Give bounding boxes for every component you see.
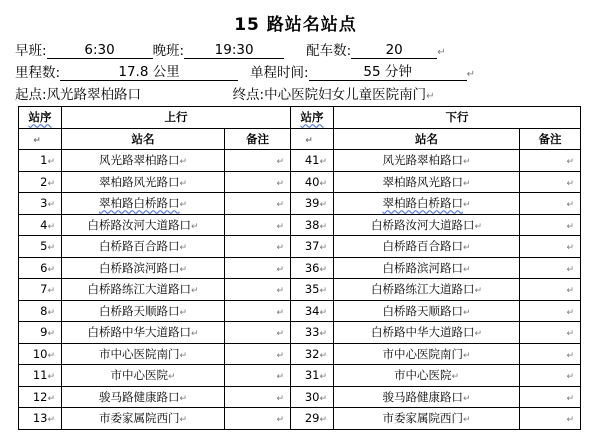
station-seq-up: 13↵ xyxy=(19,408,62,430)
table-subheader-row xyxy=(19,128,581,150)
station-name-down: 骏马路健康路口↵ xyxy=(334,386,520,408)
station-seq-down: 40↵ xyxy=(291,171,334,193)
paragraph-mark: ↵ xyxy=(47,307,55,318)
station-name-down: 白桥路汝河大道路口↵ xyxy=(334,214,520,236)
header-down: 下行 xyxy=(334,107,581,129)
station-seq-down: 38↵ xyxy=(291,214,334,236)
paragraph-mark: ↵ xyxy=(47,221,55,232)
station-remark-down xyxy=(520,279,581,301)
paragraph-mark: ↵ xyxy=(462,350,471,361)
early-shift-value: 6:30 xyxy=(47,42,153,59)
header-seq-down: 站序 xyxy=(291,107,334,129)
station-name-down: 白桥路练江大道路口↵ xyxy=(334,279,520,301)
station-name-up: 市委家属院西门↵ xyxy=(62,408,225,430)
station-remark-up xyxy=(225,193,291,215)
paragraph-mark: ↵ xyxy=(319,221,327,232)
station-name-down: 白桥路滨河路口↵ xyxy=(334,257,520,279)
station-name-up: 翠柏路风光路口↵ xyxy=(62,171,225,193)
paragraph-mark: ↵ xyxy=(276,372,284,383)
paragraph-mark: ↵ xyxy=(276,264,284,275)
station-seq-down: 37↵ xyxy=(291,236,334,258)
paragraph-mark: ↵ xyxy=(47,329,55,340)
paragraph-mark: ↵ xyxy=(276,393,284,404)
station-name-up: 白桥路滨河路口↵ xyxy=(62,257,225,279)
paragraph-mark: ↵ xyxy=(319,307,327,318)
paragraph-mark: ↵ xyxy=(167,372,176,383)
station-remark-down xyxy=(520,236,581,258)
paragraph-mark: ↵ xyxy=(319,264,327,275)
table-row xyxy=(19,343,581,365)
station-remark-down xyxy=(520,171,581,193)
schedule-line xyxy=(15,42,446,60)
station-name-down: 风光路翠柏路口↵ xyxy=(334,150,520,172)
paragraph-mark: ↵ xyxy=(47,350,55,361)
station-seq-down: 36↵ xyxy=(291,257,334,279)
station-seq-up: 4↵ xyxy=(19,214,62,236)
station-remark-up xyxy=(225,171,291,193)
paragraph-mark: ↵ xyxy=(47,415,55,426)
station-name-up: 翠柏路白桥路口↵ xyxy=(62,193,225,215)
table-row xyxy=(19,386,581,408)
mileage-label: 里程数: xyxy=(15,65,61,81)
station-seq-up: 11↵ xyxy=(19,365,62,387)
header-name-up: 站名 xyxy=(62,128,225,150)
paragraph-mark: ↵ xyxy=(462,200,471,211)
paragraph-mark: ↵ xyxy=(47,264,55,275)
station-seq-up: 10↵ xyxy=(19,343,62,365)
document-title: 15 路站名站点 xyxy=(234,15,357,35)
station-remark-down xyxy=(520,322,581,344)
table-row xyxy=(19,214,581,236)
station-name-up: 骏马路健康路口↵ xyxy=(62,386,225,408)
paragraph-mark: ↵ xyxy=(47,243,55,254)
station-seq-down: 30↵ xyxy=(291,386,334,408)
paragraph-mark: ↵ xyxy=(179,393,188,404)
paragraph-mark: ↵ xyxy=(276,243,284,254)
paragraph-mark: ↵ xyxy=(566,393,574,404)
paragraph-mark: ↵ xyxy=(466,69,476,80)
station-seq-up: 2↵ xyxy=(19,171,62,193)
station-name-up: 白桥路天顺路口↵ xyxy=(62,300,225,322)
station-remark-down xyxy=(520,300,581,322)
station-seq-down: 31↵ xyxy=(291,365,334,387)
table-row xyxy=(19,279,581,301)
station-remark-down xyxy=(520,150,581,172)
paragraph-mark: ↵ xyxy=(566,307,574,318)
paragraph-mark: ↵ xyxy=(276,157,284,168)
station-seq-down: 39↵ xyxy=(291,193,334,215)
paragraph-mark: ↵ xyxy=(462,307,471,318)
paragraph-mark: ↵ xyxy=(47,157,55,168)
header-seq-up: 站序 xyxy=(19,107,62,129)
station-remark-up xyxy=(225,300,291,322)
paragraph-mark: ↵ xyxy=(190,286,199,297)
station-name-down: 市中心医院↵ xyxy=(334,365,520,387)
paragraph-mark: ↵ xyxy=(276,350,284,361)
station-seq-down: 35↵ xyxy=(291,279,334,301)
station-remark-down xyxy=(520,365,581,387)
header-remark-down: 备注 xyxy=(520,128,581,150)
paragraph-mark: ↵ xyxy=(462,264,471,275)
paragraph-mark: ↵ xyxy=(566,200,574,211)
paragraph-mark: ↵ xyxy=(47,393,55,404)
vehicle-count-value: 20 xyxy=(351,42,437,59)
station-name-up: 市中心医院南门↵ xyxy=(62,343,225,365)
station-seq-up: 8↵ xyxy=(19,300,62,322)
table-header-row xyxy=(19,107,581,129)
paragraph-mark: ↵ xyxy=(179,200,188,211)
table-row xyxy=(19,408,581,430)
paragraph-mark: ↵ xyxy=(47,200,55,211)
table-row xyxy=(19,236,581,258)
paragraph-mark: ↵ xyxy=(319,350,327,361)
paragraph-mark: ↵ xyxy=(462,243,471,254)
station-name-down: 市委家属院西门↵ xyxy=(334,408,520,430)
early-shift-label: 早班: xyxy=(15,43,47,59)
paragraph-mark: ↵ xyxy=(474,329,483,340)
paragraph-mark: ↵ xyxy=(276,307,284,318)
paragraph-mark: ↵ xyxy=(566,243,574,254)
table-row xyxy=(19,150,581,172)
station-name-down: 翠柏路风光路口↵ xyxy=(334,171,520,193)
paragraph-mark: ↵ xyxy=(462,157,471,168)
paragraph-mark: ↵ xyxy=(179,350,188,361)
station-remark-down xyxy=(520,386,581,408)
paragraph-mark: ↵ xyxy=(566,415,574,426)
station-seq-up: 9↵ xyxy=(19,322,62,344)
station-seq-up: 3↵ xyxy=(19,193,62,215)
station-remark-up xyxy=(225,322,291,344)
paragraph-mark: ↵ xyxy=(179,243,188,254)
station-name-up: 白桥路练江大道路口↵ xyxy=(62,279,225,301)
station-name-up: 白桥路汝河大道路口↵ xyxy=(62,214,225,236)
station-name-up: 白桥路百合路口↵ xyxy=(62,236,225,258)
station-remark-down xyxy=(520,193,581,215)
table-row xyxy=(19,257,581,279)
paragraph-mark: ↵ xyxy=(319,157,327,168)
paragraph-mark: ↵ xyxy=(276,200,284,211)
empty-cell: ↵ xyxy=(291,128,334,150)
paragraph-mark: ↵ xyxy=(319,415,327,426)
late-shift-label: 晚班: xyxy=(152,43,185,59)
paragraph-mark: ↵ xyxy=(566,221,574,232)
station-seq-up: 5↵ xyxy=(19,236,62,258)
station-remark-up xyxy=(225,386,291,408)
station-remark-down xyxy=(520,408,581,430)
end-value: 中心医院妇女儿童医院南门 xyxy=(264,87,427,103)
paragraph-mark: ↵ xyxy=(47,286,55,297)
paragraph-mark: ↵ xyxy=(179,178,188,189)
paragraph-mark: ↵ xyxy=(190,329,199,340)
station-name-down: 白桥路百合路口↵ xyxy=(334,236,520,258)
paragraph-mark: ↵ xyxy=(319,243,327,254)
paragraph-mark: ↵ xyxy=(319,200,327,211)
paragraph-mark: ↵ xyxy=(451,372,460,383)
paragraph-mark: ↵ xyxy=(566,157,574,168)
station-seq-down: 34↵ xyxy=(291,300,334,322)
station-remark-up xyxy=(225,214,291,236)
paragraph-mark: ↵ xyxy=(474,286,483,297)
station-seq-up: 7↵ xyxy=(19,279,62,301)
table-row xyxy=(19,365,581,387)
paragraph-mark: ↵ xyxy=(462,178,471,189)
station-remark-up xyxy=(225,365,291,387)
station-name-down: 翠柏路白桥路口↵ xyxy=(334,193,520,215)
empty-cell: ↵ xyxy=(19,128,62,150)
paragraph-mark: ↵ xyxy=(566,329,574,340)
station-seq-down: 32↵ xyxy=(291,343,334,365)
paragraph-mark: ↵ xyxy=(179,415,188,426)
paragraph-mark: ↵ xyxy=(179,307,188,318)
paragraph-mark: ↵ xyxy=(566,264,574,275)
station-remark-down xyxy=(520,257,581,279)
paragraph-mark: ↵ xyxy=(319,393,327,404)
paragraph-mark: ↵ xyxy=(566,372,574,383)
start-label: 起点: xyxy=(15,87,47,103)
trip-time-label: 单程时间: xyxy=(250,65,309,81)
header-name-down: 站名 xyxy=(334,128,520,150)
station-name-down: 白桥路中华大道路口↵ xyxy=(334,322,520,344)
station-remark-down xyxy=(520,343,581,365)
paragraph-mark: ↵ xyxy=(276,415,284,426)
paragraph-mark: ↵ xyxy=(437,47,446,58)
station-remark-up xyxy=(225,236,291,258)
mileage-value: 17.8 公里 xyxy=(60,64,238,81)
station-name-up: 市中心医院↵ xyxy=(62,365,225,387)
station-name-down: 白桥路天顺路口↵ xyxy=(334,300,520,322)
late-shift-value: 19:30 xyxy=(184,42,284,59)
header-up: 上行 xyxy=(62,107,291,129)
trip-time-value: 55 分钟 xyxy=(309,64,467,81)
paragraph-mark: ↵ xyxy=(462,393,471,404)
station-remark-up xyxy=(225,150,291,172)
station-remark-up xyxy=(225,279,291,301)
start-value: 风光路翠柏路口 xyxy=(46,87,142,103)
paragraph-mark: ↵ xyxy=(190,221,199,232)
paragraph-mark: ↵ xyxy=(179,264,188,275)
paragraph-mark: ↵ xyxy=(319,372,327,383)
paragraph-mark: ↵ xyxy=(474,221,483,232)
table-row xyxy=(19,171,581,193)
paragraph-mark: ↵ xyxy=(566,178,574,189)
mileage-line xyxy=(15,64,475,82)
paragraph-mark: ↵ xyxy=(276,329,284,340)
paragraph-mark: ↵ xyxy=(462,415,471,426)
paragraph-mark: ↵ xyxy=(276,221,284,232)
station-seq-up: 1↵ xyxy=(19,150,62,172)
station-remark-up xyxy=(225,408,291,430)
station-remark-up xyxy=(225,343,291,365)
station-name-down: 市中心医院南门↵ xyxy=(334,343,520,365)
end-label: 终点: xyxy=(232,87,265,103)
paragraph-mark: ↵ xyxy=(426,91,435,102)
paragraph-mark: ↵ xyxy=(566,286,574,297)
header-remark-up: 备注 xyxy=(225,128,291,150)
station-seq-up: 12↵ xyxy=(19,386,62,408)
station-seq-up: 6↵ xyxy=(19,257,62,279)
station-name-up: 风光路翠柏路口↵ xyxy=(62,150,225,172)
table-row xyxy=(19,300,581,322)
station-seq-down: 29↵ xyxy=(291,408,334,430)
station-remark-up xyxy=(225,257,291,279)
station-table xyxy=(18,106,581,430)
station-seq-down: 33↵ xyxy=(291,322,334,344)
vehicle-count-label: 配车数: xyxy=(306,43,352,59)
paragraph-mark: ↵ xyxy=(319,286,327,297)
paragraph-mark: ↵ xyxy=(319,329,327,340)
station-remark-down xyxy=(520,214,581,236)
paragraph-mark: ↵ xyxy=(47,178,55,189)
paragraph-mark: ↵ xyxy=(179,157,188,168)
station-seq-down: 41↵ xyxy=(291,150,334,172)
terminals-line xyxy=(15,86,435,104)
station-name-up: 白桥路中华大道路口↵ xyxy=(62,322,225,344)
paragraph-mark: ↵ xyxy=(276,286,284,297)
paragraph-mark: ↵ xyxy=(566,350,574,361)
table-row xyxy=(19,322,581,344)
table-row xyxy=(19,193,581,215)
paragraph-mark: ↵ xyxy=(276,178,284,189)
paragraph-mark: ↵ xyxy=(47,372,55,383)
paragraph-mark: ↵ xyxy=(319,178,327,189)
